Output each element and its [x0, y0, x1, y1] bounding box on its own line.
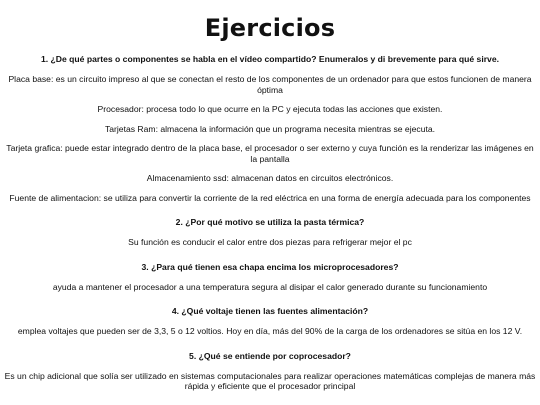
- question-1: 1. ¿De qué partes o componentes se habla en el vídeo compartido? Enumeralos y di brevemente para qué sirve.: [41, 54, 499, 64]
- answer-fuente-alimentacion: Fuente de alimentacion: se utiliza para convertir la corriente de la red eléctrica en una forma de energía adecuada para los componentes: [9, 192, 531, 203]
- question-5: 5. ¿Qué se entiende por coprocesador?: [189, 350, 351, 361]
- question-3: 3. ¿Para qué tienen esa chapa encima los microprocesadores?: [141, 261, 399, 272]
- answer-placa-base: Placa base: es un circuito impreso al que se conectan el resto de los componentes de un ordenador para que estos funcionen de manera óptima: [8, 74, 532, 95]
- section-3: [4, 262, 536, 293]
- question-4: 4. ¿Qué voltaje tienen las fuentes alimentación?: [171, 306, 369, 316]
- answer-4: emplea voltajes que pueden ser de 3,3, 5 o 12 voltios. Hoy en día, más del 90% de la carga de los ordenadores se sitúa en los 12 V.: [17, 326, 523, 336]
- answer-2: Su función es conducir el calor entre dos piezas para refrigerar mejor el pc: [128, 237, 412, 247]
- section-5: [4, 351, 536, 392]
- section-2: [4, 217, 536, 248]
- section-1: [4, 54, 536, 203]
- page-title: Ejercicios: [204, 14, 336, 42]
- question-2: 2. ¿Por qué motivo se utiliza la pasta térmica?: [175, 217, 365, 227]
- answer-almacenamiento-ssd: Almacenamiento ssd: almacenan datos en circuitos electrónicos.: [146, 173, 394, 183]
- answer-tarjeta-grafica: Tarjeta grafica: puede estar integrado dentro de la placa base, el procesador o ser externo y cuya función es la renderizar las imágenes en la pantalla: [6, 143, 534, 164]
- answer-5: Es un chip adicional que solía ser utilizado en sistemas computacionales para realizar operaciones matemáticas complejas de manera más rápida y eficiente que el procesador principal: [4, 370, 536, 391]
- answer-3: ayuda a mantener el procesador a una temperatura segura al disipar el calor generado durante su funcionamiento: [52, 281, 488, 292]
- answer-tarjetas-ram: Tarjetas Ram: almacena la información que un programa necesita mientras se ejecuta.: [104, 123, 436, 134]
- section-4: [4, 306, 536, 337]
- answer-procesador: Procesador: procesa todo lo que ocurre en la PC y ejecuta todas las acciones que existen.: [97, 104, 443, 114]
